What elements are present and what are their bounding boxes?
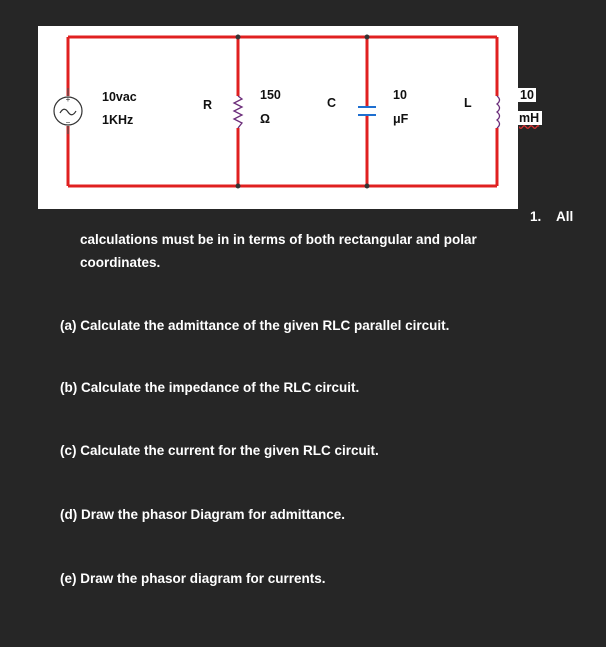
source-frequency-label: 1KHz: [102, 113, 134, 127]
inductor-value-label: 10: [520, 88, 534, 102]
inductor-icon: [497, 96, 500, 128]
circuit-diagram-panel: [38, 26, 518, 209]
inductor-symbol-label: L: [464, 96, 472, 110]
resistor-value-label: 150: [260, 88, 281, 102]
resistor-unit-label: Ω: [260, 112, 271, 126]
question-d: (d) Draw the phasor Diagram for admittance.: [60, 507, 346, 522]
question-b: (b) Calculate the impedance of the RLC circuit.: [60, 380, 360, 395]
capacitor-value-label: 10: [393, 88, 407, 102]
capacitor-symbol-label: C: [327, 96, 337, 110]
instruction-lead-word: All: [556, 209, 574, 224]
instruction-line-2: coordinates.: [80, 255, 161, 270]
question-c: (c) Calculate the current for the given RLC circuit.: [60, 443, 379, 458]
source-voltage-label: 10vac: [102, 90, 137, 104]
resistor-icon: [234, 96, 242, 128]
instruction-number: 1.: [530, 209, 542, 224]
inductor-unit-label: mH: [516, 111, 542, 125]
svg-text:+: +: [65, 95, 71, 104]
instruction-line-1: calculations must be in in terms of both rectangular and polar: [80, 232, 477, 247]
question-e: (e) Draw the phasor diagram for currents.: [60, 571, 326, 586]
capacitor-unit-label: μF: [393, 112, 409, 126]
question-a: (a) Calculate the admittance of the given RLC parallel circuit.: [60, 318, 450, 333]
resistor-symbol-label: R: [203, 98, 213, 112]
svg-text:−: −: [65, 118, 71, 127]
capacitor-icon: [358, 107, 376, 115]
